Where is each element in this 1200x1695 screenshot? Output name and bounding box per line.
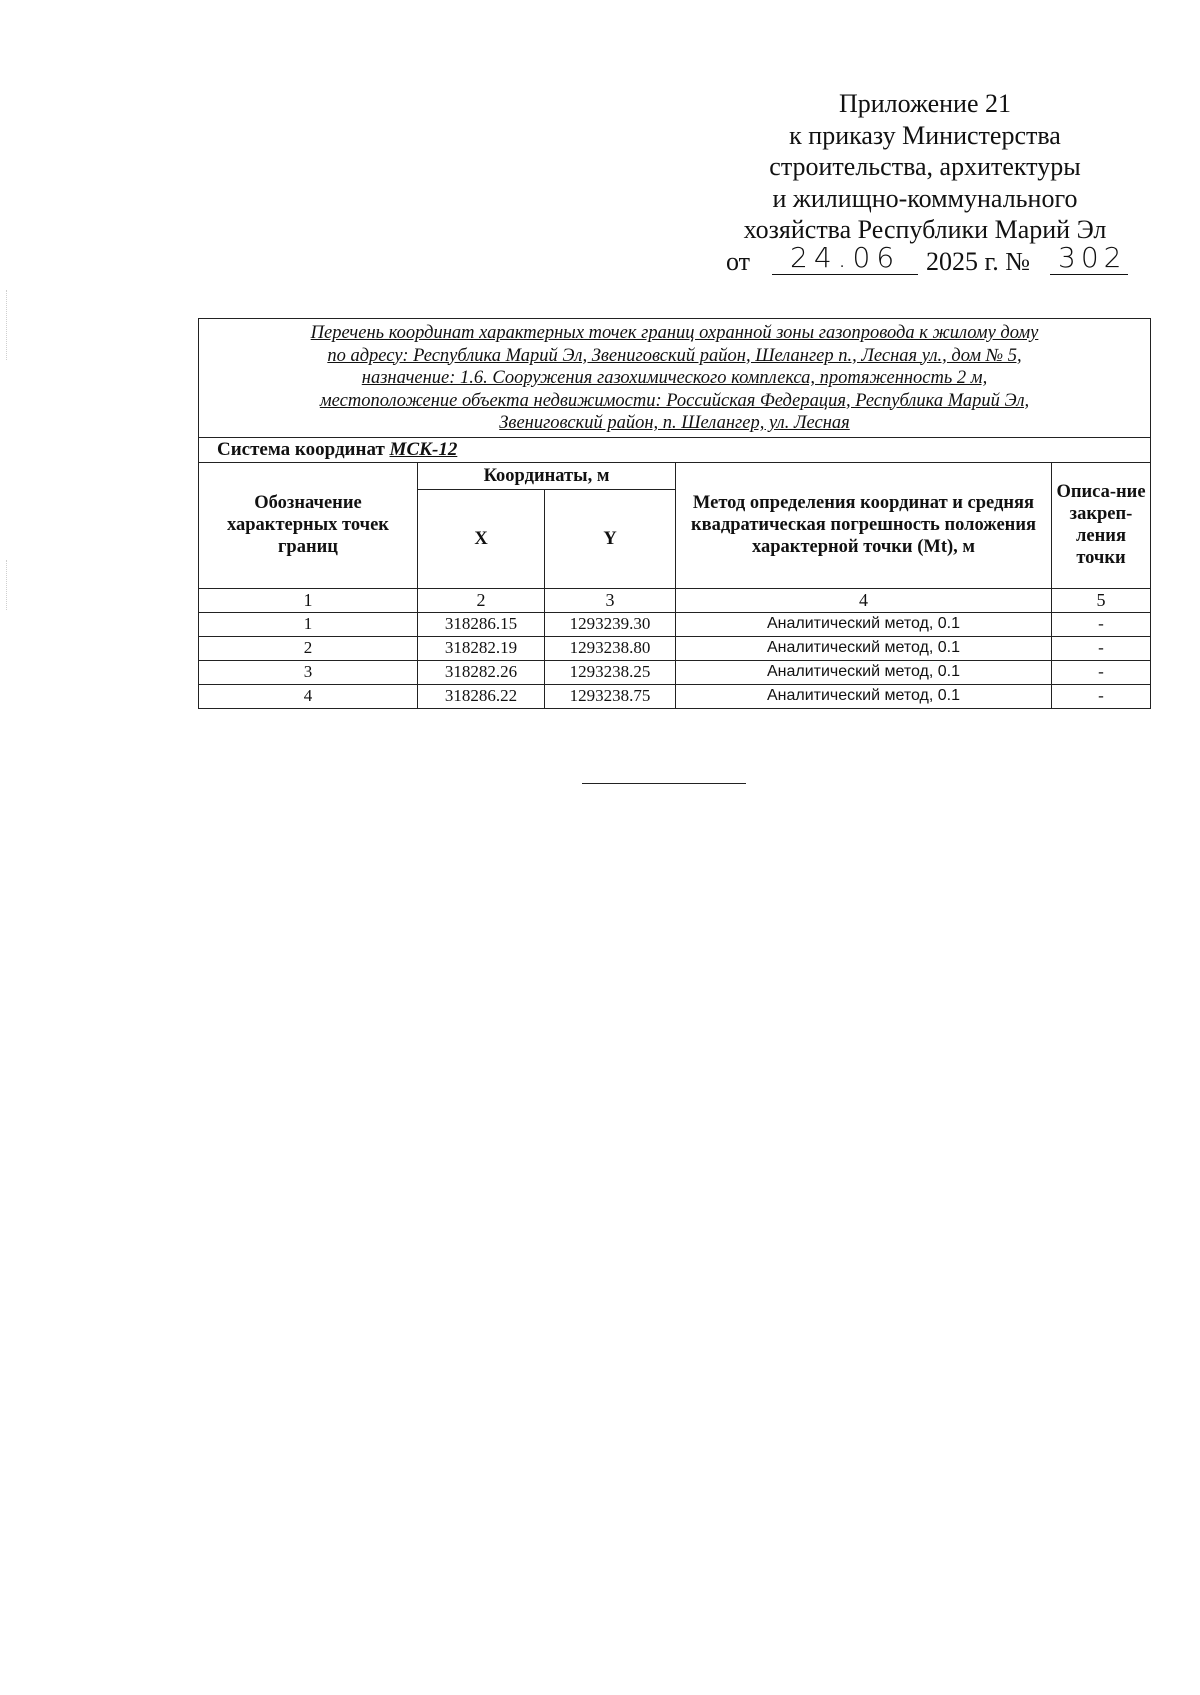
cell-point: 2: [199, 636, 418, 660]
table-title-line: Перечень координат характерных точек границ охранной зоны газопровода к жилому дому: [310, 323, 1039, 343]
header-y: Y: [545, 489, 676, 588]
header-x: X: [418, 489, 545, 588]
appendix-line: к приказу Министерства: [789, 120, 1061, 150]
cell-y: 1293238.75: [545, 684, 676, 708]
order-number-handwritten: 302: [1058, 240, 1127, 274]
column-number: 3: [545, 588, 676, 612]
cell-method: Аналитический метод, 0.1: [676, 660, 1052, 684]
cell-point: 4: [199, 684, 418, 708]
number-blank-line: [1050, 274, 1128, 275]
appendix-line: Приложение 21: [838, 89, 1012, 118]
order-year: 2025 г. №: [926, 246, 1031, 276]
header-designation: Обозначение характерных точек границ: [199, 462, 418, 588]
header-method: Метод определения координат и средняя квадратическая погрешность положения характерной точки (Мt), м: [676, 462, 1052, 588]
column-number: 2: [418, 588, 545, 612]
order-date-line: [690, 240, 1160, 277]
column-number-row: [199, 588, 1151, 612]
date-blank-line: [772, 274, 918, 275]
appendix-header: [690, 88, 1160, 277]
coordinates-table: [198, 318, 1151, 709]
cell-x: 318282.26: [418, 660, 545, 684]
scan-margin-mark: [6, 290, 9, 360]
cell-y: 1293239.30: [545, 612, 676, 636]
cell-x: 318286.15: [418, 612, 545, 636]
column-number: 4: [676, 588, 1052, 612]
end-rule-divider: [582, 783, 746, 784]
coordinate-system-label: Система координат: [217, 438, 385, 460]
cell-description: -: [1052, 660, 1151, 684]
table-row: [199, 684, 1151, 708]
header-coordinates: Координаты, м: [418, 462, 676, 489]
cell-method: Аналитический метод, 0.1: [676, 636, 1052, 660]
cell-y: 1293238.25: [545, 660, 676, 684]
column-number: 1: [199, 588, 418, 612]
table-row: [199, 612, 1151, 636]
scan-margin-mark: [6, 560, 9, 610]
table-title-line: Звениговский район, п. Шелангер, ул. Лесная: [499, 413, 850, 433]
coordinate-system-name: МСК-12: [389, 438, 458, 460]
cell-method: Аналитический метод, 0.1: [676, 612, 1052, 636]
table-title-line: по адресу: Республика Марий Эл, Звениговский район, Шелангер п., Лесная ул., дом № 5,: [327, 345, 1022, 366]
appendix-line: хозяйства Республики Марий Эл: [743, 215, 1107, 244]
cell-x: 318286.22: [418, 684, 545, 708]
header-description: Описа-ние закреп-ления точки: [1052, 462, 1151, 588]
table-title-line: назначение: 1.6. Сооружения газохимического комплекса, протяженность 2 м,: [361, 368, 988, 388]
appendix-line: и жилищно-коммунального: [772, 183, 1078, 213]
cell-method: Аналитический метод, 0.1: [676, 684, 1052, 708]
appendix-line: строительства, архитектуры: [769, 152, 1081, 181]
cell-point: 1: [199, 612, 418, 636]
cell-y: 1293238.80: [545, 636, 676, 660]
column-number: 5: [1052, 588, 1151, 612]
table-title-line: местоположение объекта недвижимости: Российская Федерация, Республика Марий Эл,: [319, 390, 1030, 411]
table-row: [199, 636, 1151, 660]
coordinate-system-row: [199, 437, 1151, 462]
order-date-handwritten: 24.06: [790, 240, 901, 274]
cell-description: -: [1052, 636, 1151, 660]
cell-description: -: [1052, 612, 1151, 636]
table-title: [199, 319, 1151, 438]
order-prefix: от: [726, 246, 751, 276]
cell-x: 318282.19: [418, 636, 545, 660]
cell-description: -: [1052, 684, 1151, 708]
cell-point: 3: [199, 660, 418, 684]
table-row: [199, 660, 1151, 684]
